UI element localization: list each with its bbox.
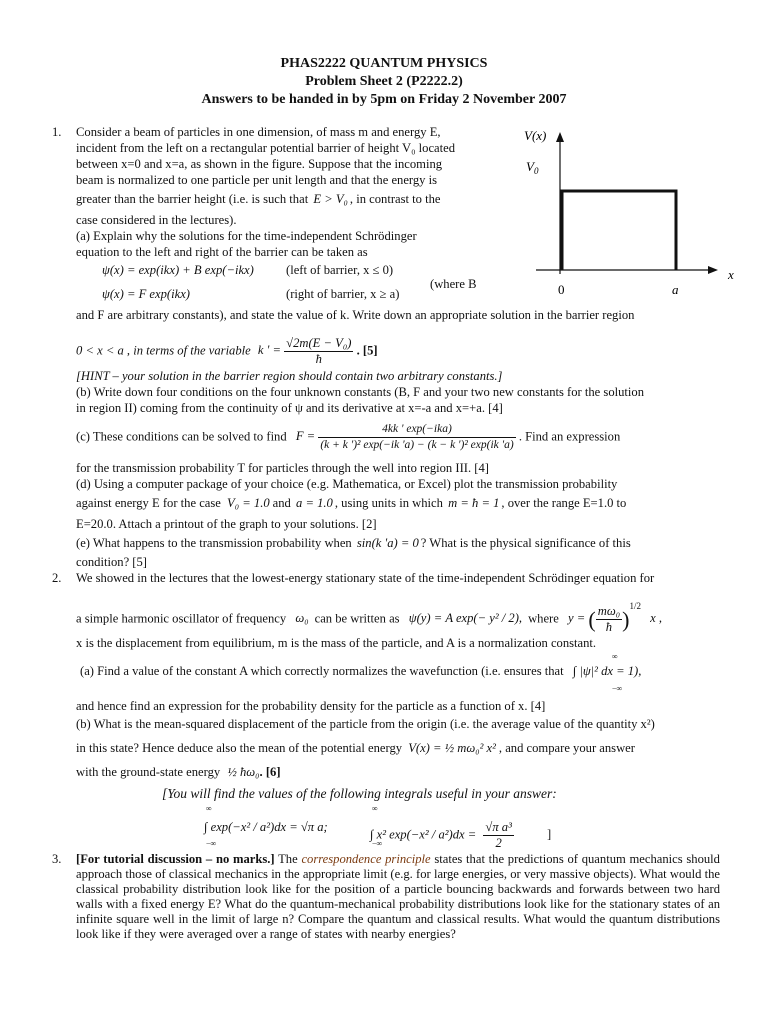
q1-line: between x=0 and x=a, as shown in the figure. Suppose that the incoming <box>76 157 443 171</box>
q1e-line: (e) What happens to the transmission probability when sin(k 'a) = 0 ? What is the physical significance of this <box>76 536 631 550</box>
deadline-line: Answers to be handed in by 5pm on Friday 2 November 2007 <box>201 92 567 107</box>
q1a-variable-line: 0 < x < a , in terms of the variable k ' = $\frac{\text{√2m(E − V₀)}}{ħ}$ . [5] <box>76 336 378 366</box>
q2a-line: and hence find an expression for the probability density for the particle as a function of x. [4] <box>76 699 546 713</box>
y-axis-label: V(x) <box>524 128 547 143</box>
q2b-line: (b) What is the mean-squared displacement of the particle from the origin (i.e. the average value of the quantity x²) <box>76 717 655 731</box>
wavefunction-left-note: (left of barrier, x ≤ 0) <box>286 263 394 277</box>
q3-number: 3. <box>52 852 62 866</box>
q3-paragraph: [For tutorial discussion – no marks.] The correspondence principle states that the predictions of quantum mechanics should approach those of classical mechanics in the appropriate limit (e.g. for large energies, or very massive objects). What would the classical probability distribution look like for the position of a particle bouncing backwards and forwards between two hard walls with a fixed energy E? What do the quantum-mechanical probability distributions look like for the stationary states of an infinite square well in the limit of large n? Compare the quantum and classical results. What would the quantum distributions look like if they were averaged over a range of states with nearby energies? <box>76 852 720 941</box>
sheet-title: Problem Sheet 2 (P2222.2) <box>305 74 463 89</box>
q1a-line: (a) Explain why the solutions for the time-independent Schrödinger <box>76 229 417 243</box>
potential-barrier-figure <box>518 124 748 304</box>
x-tick-zero: 0 <box>558 282 565 297</box>
integral-lower-limit: −∞ <box>372 839 383 848</box>
q1-line: greater than the barrier height (i.e. is such that E > V₀ , in contrast to the <box>76 192 441 206</box>
course-title: PHAS2222 QUANTUM PHYSICS <box>280 56 488 71</box>
q1-number: 1. <box>52 125 62 139</box>
x-axis-label: x <box>728 267 734 282</box>
q2-line: We showed in the lectures that the lowest-energy stationary state of the time-independent Schrödinger equation for <box>76 571 655 585</box>
q1b-line: in region II) coming from the continuity of ψ and its derivative at x=-a and x=+a. [4] <box>76 401 503 415</box>
where-b: (where B <box>430 277 477 291</box>
q2b-line: with the ground-state energy ½ ħω₀. [6] <box>76 765 281 779</box>
q1d-line: (d) Using a computer package of your choice (e.g. Mathematica, or Excel) plot the transmission probability <box>76 477 618 491</box>
wavefunction-left: ψ(x) = exp(ikx) + B exp(−ikx) <box>102 263 254 277</box>
q1-line: case considered in the lectures). <box>76 213 237 227</box>
barrier-height-label: $V_0$ <box>526 159 539 176</box>
gaussian-integral: ∫ exp(−x² / a²)dx = √π a; <box>204 820 328 834</box>
y-fraction: $\frac{\text{mω₀}}{ħ}$ <box>597 604 621 634</box>
q2-oscillator-line: a simple harmonic oscillator of frequency ω₀ can be written as ψ(y) = A exp(− y² / 2), where y = ( $\frac{\text{mω₀}}{ħ}$ )$^{1/2}$ x , <box>76 601 662 634</box>
q1-line: incident from the left on a rectangular potential barrier of height V₀ located <box>76 141 456 155</box>
q1c-line: for the transmission probability T for particles through the well into region III. [4] <box>76 461 489 475</box>
q2a-line: (a) Find a value of the constant A which correctly normalizes the wavefunction (i.e. ensures that ∫ |ψ|² dx = 1), <box>80 664 642 678</box>
q1e-line: condition? [5] <box>76 555 147 569</box>
x-tick-a: a <box>672 282 679 297</box>
normalization-integral: ∫ |ψ|² dx = 1), <box>572 664 642 678</box>
q1b-line: (b) Write down four conditions on the four unknown constants (B, F and your two new constants for the solution <box>76 385 644 399</box>
q2-line: x is the displacement from equilibrium, m is the mass of the particle, and A is a normalization constant. <box>76 636 597 650</box>
k-prime-fraction: $\frac{\text{√2m(E − V₀)}}{ħ}$ <box>286 336 352 366</box>
q2b-line: in this state? Hence deduce also the mean of the potential energy V(x) = ½ mω₀² x² , and compare your answer <box>76 741 635 755</box>
integral-lower-limit: −∞ <box>612 684 623 693</box>
integral-upper-limit: ∞ <box>372 804 378 813</box>
hint-line: [HINT – your solution in the barrier region should contain two arbitrary constants.] <box>76 369 503 383</box>
integrals-intro: [You will find the values of the following integrals useful in your answer: <box>162 786 557 801</box>
integral-upper-limit: ∞ <box>612 652 618 661</box>
energy-condition: E > V₀ <box>313 192 348 206</box>
integral-upper-limit: ∞ <box>206 804 212 813</box>
q1a-line: and F are arbitrary constants), and state the value of k. Write down an appropriate solution in the barrier region <box>76 308 635 322</box>
wavefunction-right-note: (right of barrier, x ≥ a) <box>286 287 400 301</box>
q2-number: 2. <box>52 571 62 585</box>
integral-lower-limit: −∞ <box>206 839 217 848</box>
q1d-line: E=20.0. Attach a printout of the graph to your solutions. [2] <box>76 517 377 531</box>
q1d-line: against energy E for the case V₀ = 1.0 and a = 1.0 , using units in which m = ħ = 1 , over the range E=1.0 to <box>76 496 627 510</box>
q1c-line: (c) These conditions can be solved to find F = $\frac{\text{4kk ' exp(−ika)}}{\text{(k + k ')² exp(−ik 'a) − (k − k ')² exp(ik 'a)}}$ . Find an expression <box>76 423 621 451</box>
wavefunction-right: ψ(x) = F exp(ikx) <box>102 287 190 301</box>
q1-line: Consider a beam of particles in one dimension, of mass m and energy E, <box>76 125 441 139</box>
second-moment-integral: ∫ x² exp(−x² / a²)dx = $\frac{\text{√π a³}}{2}$ ] <box>370 820 552 850</box>
q1-line: beam is normalized to one particle per unit length and that the energy is <box>76 173 438 187</box>
transmission-fraction: $\frac{\text{4kk ' exp(−ika)}}{\text{(k + k ')² exp(−ik 'a) − (k − k ')² exp(ik 'a)}}$ <box>320 423 514 451</box>
q1a-line: equation to the left and right of the barrier can be taken as <box>76 245 368 259</box>
